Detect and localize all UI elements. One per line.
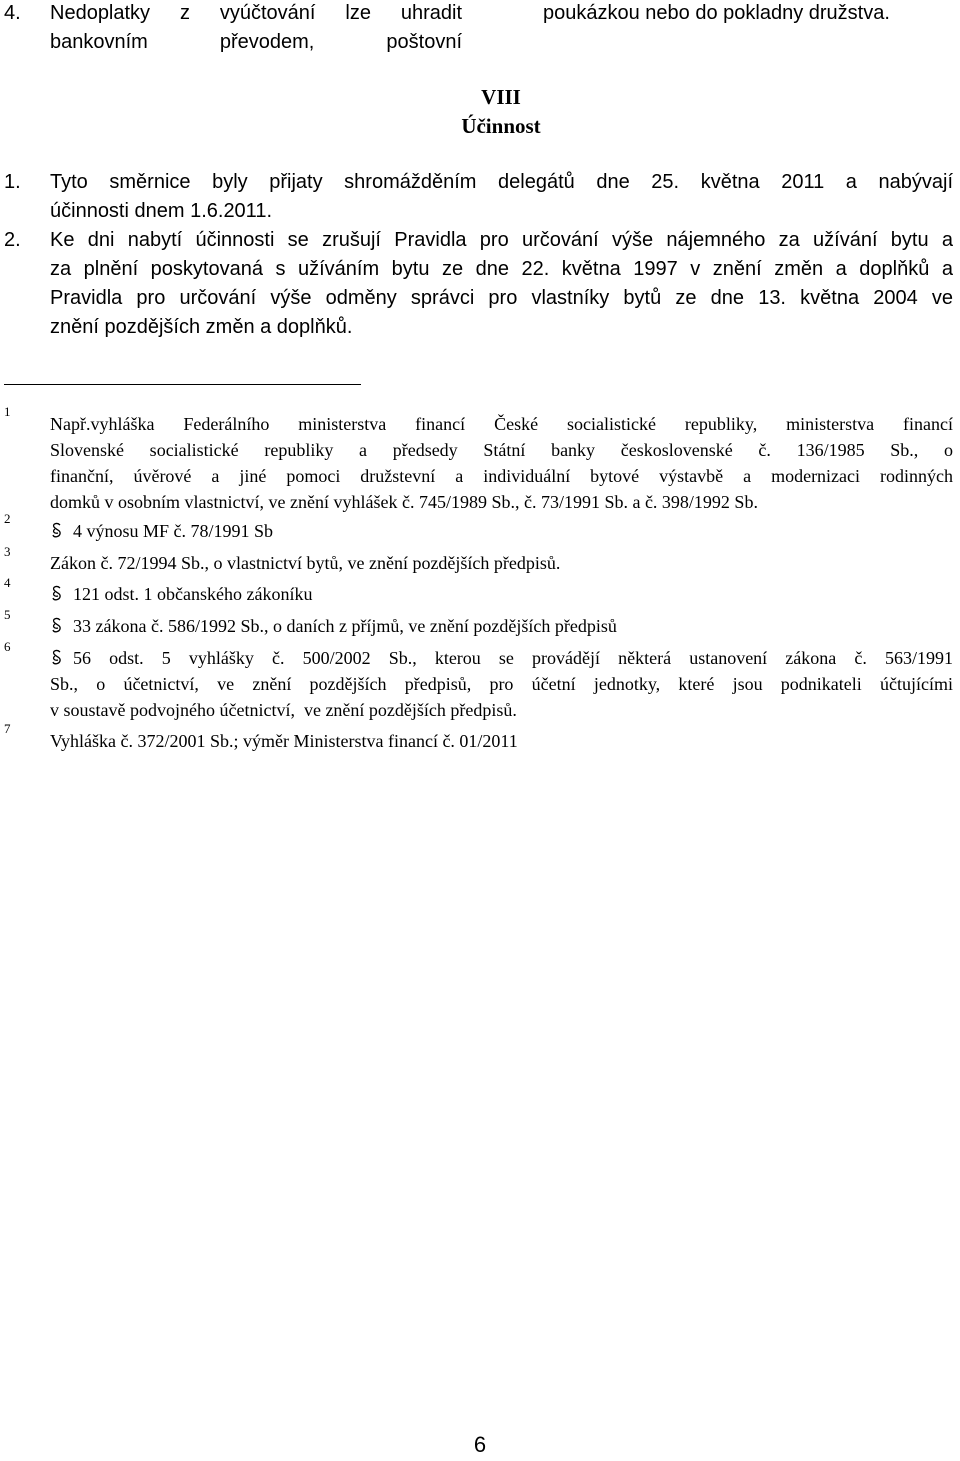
footnote-number-5: 5 — [4, 607, 11, 622]
footnote-1-line3: finanční, úvěrové a jiné pomoci družstevní a individuální bytové výstavbě a modernizaci rodinných — [50, 466, 953, 486]
footnote-3: Zákon č. 72/1994 Sb., o vlastnictví bytů, ve znění pozdějších předpisů. — [50, 553, 561, 573]
footnote-2 — [50, 518, 273, 544]
footnote-6-line1 — [50, 645, 953, 671]
footnote-number-7: 7 — [4, 721, 11, 736]
footnote-6-line1-text: 56 odst. 5 vyhlášky č. 500/2002 Sb., kterou se provádějí některá ustanovení zákona č. 563/1991 — [73, 648, 953, 668]
footnote-6-line2: Sb., o účetnictví, ve znění pozdějších předpisů, pro účetní jednotky, které jsou podnikateli účtujícími — [50, 674, 953, 694]
section-sign-icon — [50, 649, 64, 667]
item-4-number: 4. — [4, 2, 21, 24]
section-title: Účinnost — [461, 114, 541, 138]
item-2-line3: Pravidla pro určování výše odměny správci pro vlastníky bytů ze dne 13. května 2004 ve — [50, 287, 953, 309]
section-sign-icon — [50, 617, 64, 635]
item-1-number: 1. — [4, 171, 21, 193]
item-2-line1: Ke dni nabytí účinnosti se zrušují Pravidla pro určování výše nájemného za užívání bytu a — [50, 229, 953, 251]
section-number: VIII — [481, 85, 521, 109]
section-sign-icon — [50, 585, 64, 603]
footnote-5 — [50, 613, 617, 639]
footnote-divider — [4, 384, 361, 385]
item-2-line2: za plnění poskytovaná s užíváním bytu ze dne 22. května 1997 v znění změn a doplňků a — [50, 258, 953, 280]
footnote-number-4: 4 — [4, 575, 11, 590]
item-2-number: 2. — [4, 229, 21, 251]
item-2-line4: znění pozdějších změn a doplňků. — [50, 316, 353, 338]
footnote-1-line4: domků v osobním vlastnictví, ve znění vyhlášek č. 745/1989 Sb., č. 73/1991 Sb. a č. 398/1992 Sb. — [50, 492, 758, 512]
section-sign-icon — [50, 522, 64, 540]
item-4-col1-line1: Nedoplatky z vyúčtování lze uhradit — [50, 2, 462, 24]
footnote-number-1: 1 — [4, 404, 11, 419]
footnote-number-3: 3 — [4, 544, 11, 559]
footnote-5-text: 33 zákona č. 586/1992 Sb., o daních z příjmů, ve znění pozdějších předpisů — [73, 616, 617, 636]
item-1-line2: účinnosti dnem 1.6.2011. — [50, 200, 273, 222]
footnote-number-6: 6 — [4, 639, 11, 654]
footnote-1-line2: Slovenské socialistické republiky a předsedy Státní banky československé č. 136/1985 Sb., o — [50, 440, 953, 460]
footnote-4 — [50, 581, 312, 607]
item-4-col2: poukázkou nebo do pokladny družstva. — [543, 2, 890, 24]
footnote-4-text: 121 odst. 1 občanského zákoníku — [73, 584, 313, 604]
page-number: 6 — [473, 1432, 487, 1457]
item-4-col1-line2: bankovním převodem, poštovní — [50, 31, 462, 53]
footnote-number-2: 2 — [4, 511, 11, 526]
footnote-7: Vyhláška č. 372/2001 Sb.; výměr Ministerstva financí č. 01/2011 — [50, 731, 518, 751]
footnote-6-line3: v soustavě podvojného účetnictví, ve znění pozdějších předpisů. — [50, 700, 517, 720]
footnote-2-text: 4 výnosu MF č. 78/1991 Sb — [73, 521, 274, 541]
footnote-1-line1: Např.vyhláška Federálního ministerstva financí České socialistické republiky, ministerstva financí — [50, 414, 953, 434]
item-1-line1: Tyto směrnice byly přijaty shromážděním delegátů dne 25. května 2011 a nabývají — [50, 171, 953, 193]
